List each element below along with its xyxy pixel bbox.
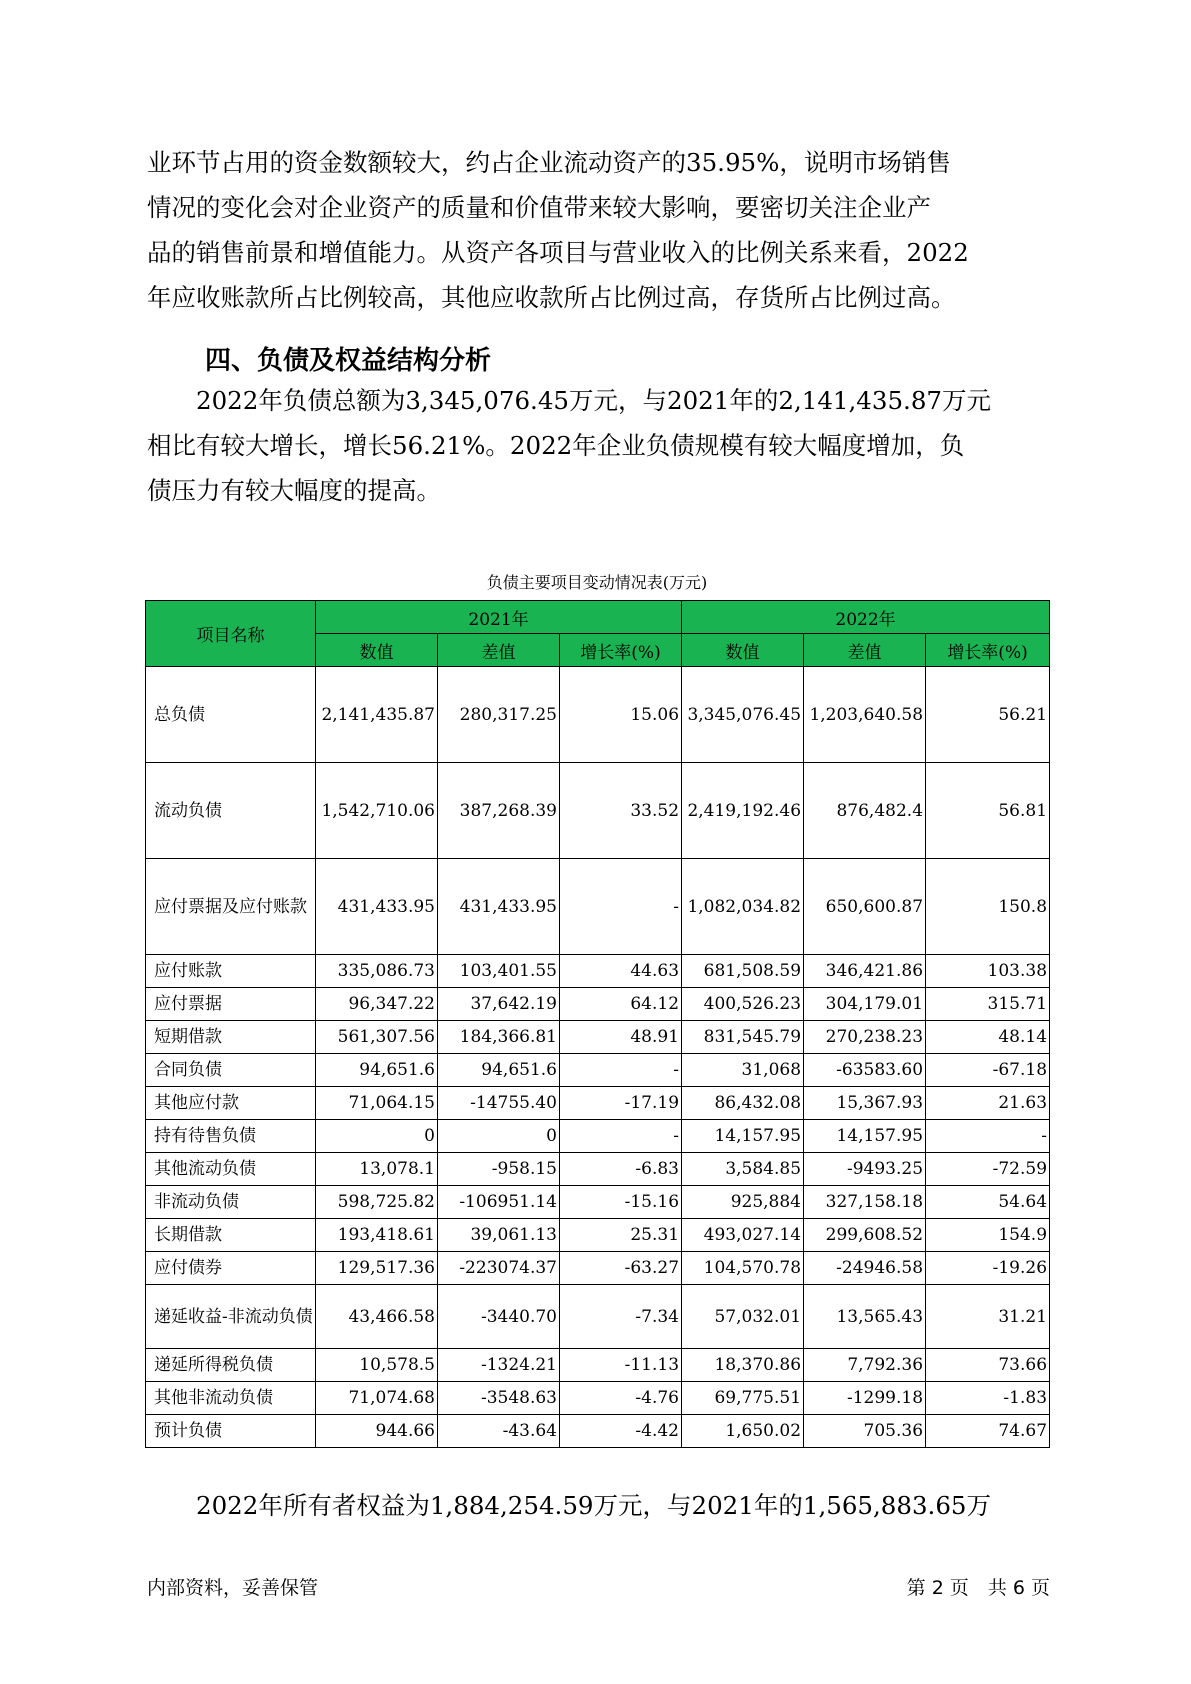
row-value-cell: 1,542,710.06 <box>316 763 438 859</box>
header-value-2021: 数值 <box>316 634 438 667</box>
row-value-cell: 1,203,640.58 <box>804 667 926 763</box>
row-value-cell: -106951.14 <box>438 1186 560 1219</box>
row-item-name: 总负债 <box>146 667 316 763</box>
row-item-name: 预计负债 <box>146 1415 316 1448</box>
row-value-cell: 57,032.01 <box>682 1285 804 1349</box>
row-value-cell: 69,775.51 <box>682 1382 804 1415</box>
header-diff-2021: 差值 <box>438 634 560 667</box>
row-value-cell: 48.14 <box>926 1021 1050 1054</box>
row-value-cell: 129,517.36 <box>316 1252 438 1285</box>
table-row <box>146 667 1050 763</box>
row-value-cell: - <box>560 859 682 955</box>
row-value-cell: 10,578.5 <box>316 1349 438 1382</box>
row-value-cell: 0 <box>438 1120 560 1153</box>
header-rate-2021: 增长率(%) <box>560 634 682 667</box>
row-value-cell: 705.36 <box>804 1415 926 1448</box>
table-row <box>146 1120 1050 1153</box>
row-value-cell: 387,268.39 <box>438 763 560 859</box>
table-caption: 负债主要项目变动情况表(万元) <box>486 573 708 592</box>
row-value-cell: 681,508.59 <box>682 955 804 988</box>
row-value-cell: 74.67 <box>926 1415 1050 1448</box>
row-item-name: 持有待售负债 <box>146 1120 316 1153</box>
header-year-2021: 2021年 <box>316 601 682 634</box>
row-value-cell: 561,307.56 <box>316 1021 438 1054</box>
row-value-cell: 493,027.14 <box>682 1219 804 1252</box>
row-value-cell: 431,433.95 <box>316 859 438 955</box>
row-value-cell: 86,432.08 <box>682 1087 804 1120</box>
row-value-cell: -24946.58 <box>804 1252 926 1285</box>
row-item-name: 短期借款 <box>146 1021 316 1054</box>
row-value-cell: 15.06 <box>560 667 682 763</box>
row-value-cell: 44.63 <box>560 955 682 988</box>
row-value-cell: -72.59 <box>926 1153 1050 1186</box>
row-value-cell: 299,608.52 <box>804 1219 926 1252</box>
row-value-cell: 94,651.6 <box>316 1054 438 1087</box>
row-value-cell: -67.18 <box>926 1054 1050 1087</box>
table-row <box>146 763 1050 859</box>
row-value-cell: 944.66 <box>316 1415 438 1448</box>
row-value-cell: 14,157.95 <box>804 1120 926 1153</box>
row-item-name: 递延收益-非流动负债 <box>146 1285 316 1349</box>
row-value-cell: 315.71 <box>926 988 1050 1021</box>
row-value-cell: 25.31 <box>560 1219 682 1252</box>
row-value-cell: -3440.70 <box>438 1285 560 1349</box>
row-value-cell: -43.64 <box>438 1415 560 1448</box>
row-item-name: 其他流动负债 <box>146 1153 316 1186</box>
row-item-name: 递延所得税负债 <box>146 1349 316 1382</box>
row-value-cell: -1.83 <box>926 1382 1050 1415</box>
row-value-cell: 193,418.61 <box>316 1219 438 1252</box>
table-row <box>146 1382 1050 1415</box>
row-value-cell: -11.13 <box>560 1349 682 1382</box>
row-value-cell: 7,792.36 <box>804 1349 926 1382</box>
row-value-cell: 150.8 <box>926 859 1050 955</box>
row-value-cell: -7.34 <box>560 1285 682 1349</box>
row-value-cell: -14755.40 <box>438 1087 560 1120</box>
row-value-cell: 18,370.86 <box>682 1349 804 1382</box>
row-item-name: 应付账款 <box>146 955 316 988</box>
paragraph-line: 2022年所有者权益为1,884,254.59万元，与2021年的1,565,883.65万 <box>147 1491 992 1520</box>
header-value-2022: 数值 <box>682 634 804 667</box>
row-value-cell: 831,545.79 <box>682 1021 804 1054</box>
row-value-cell: 2,419,192.46 <box>682 763 804 859</box>
table-row <box>146 1153 1050 1186</box>
footer-confidential-note: 内部资料，妥善保管 <box>147 1577 319 1599</box>
row-value-cell: 56.81 <box>926 763 1050 859</box>
row-value-cell: 400,526.23 <box>682 988 804 1021</box>
table-row <box>146 1349 1050 1382</box>
row-value-cell: 2,141,435.87 <box>316 667 438 763</box>
row-value-cell: 71,064.15 <box>316 1087 438 1120</box>
row-value-cell: 335,086.73 <box>316 955 438 988</box>
row-value-cell: 270,238.23 <box>804 1021 926 1054</box>
row-value-cell: 94,651.6 <box>438 1054 560 1087</box>
footer-page-number: 第 2 页 共 6 页 <box>906 1577 1050 1599</box>
row-value-cell: -19.26 <box>926 1252 1050 1285</box>
row-value-cell: -6.83 <box>560 1153 682 1186</box>
row-item-name: 长期借款 <box>146 1219 316 1252</box>
row-value-cell: 64.12 <box>560 988 682 1021</box>
row-value-cell: 13,078.1 <box>316 1153 438 1186</box>
paragraph-line: 2022年负债总额为3,345,076.45万元，与2021年的2,141,435.87万元 <box>147 386 992 415</box>
row-value-cell: 104,570.78 <box>682 1252 804 1285</box>
table-row <box>146 1219 1050 1252</box>
row-item-name: 其他非流动负债 <box>146 1382 316 1415</box>
row-value-cell: 56.21 <box>926 667 1050 763</box>
row-value-cell: 15,367.93 <box>804 1087 926 1120</box>
row-value-cell: 3,345,076.45 <box>682 667 804 763</box>
row-value-cell: -1324.21 <box>438 1349 560 1382</box>
row-value-cell: 1,082,034.82 <box>682 859 804 955</box>
section-heading: 四、负债及权益结构分析 <box>205 346 492 376</box>
row-value-cell: -4.76 <box>560 1382 682 1415</box>
header-year-2022: 2022年 <box>682 601 1050 634</box>
row-value-cell: 37,642.19 <box>438 988 560 1021</box>
row-item-name: 应付债券 <box>146 1252 316 1285</box>
row-value-cell: 48.91 <box>560 1021 682 1054</box>
row-value-cell: 431,433.95 <box>438 859 560 955</box>
row-value-cell: 31,068 <box>682 1054 804 1087</box>
row-value-cell: 1,650.02 <box>682 1415 804 1448</box>
row-value-cell: 13,565.43 <box>804 1285 926 1349</box>
paragraph-line: 品的销售前景和增值能力。从资产各项目与营业收入的比例关系来看，2022 <box>147 238 969 267</box>
table-row <box>146 859 1050 955</box>
row-item-name: 应付票据及应付账款 <box>146 859 316 955</box>
row-value-cell: 154.9 <box>926 1219 1050 1252</box>
row-item-name: 流动负债 <box>146 763 316 859</box>
row-value-cell: -63583.60 <box>804 1054 926 1087</box>
row-value-cell: -17.19 <box>560 1087 682 1120</box>
row-value-cell: 103,401.55 <box>438 955 560 988</box>
table-row <box>146 1252 1050 1285</box>
paragraph-line: 年应收账款所占比例较高，其他应收款所占比例过高，存货所占比例过高。 <box>147 283 956 312</box>
row-value-cell: 43,466.58 <box>316 1285 438 1349</box>
row-value-cell: 21.63 <box>926 1087 1050 1120</box>
row-value-cell: 39,061.13 <box>438 1219 560 1252</box>
row-item-name: 非流动负债 <box>146 1186 316 1219</box>
table-row <box>146 1285 1050 1349</box>
header-item-name: 项目名称 <box>146 601 316 667</box>
row-value-cell: 31.21 <box>926 1285 1050 1349</box>
row-value-cell: 3,584.85 <box>682 1153 804 1186</box>
row-value-cell: 280,317.25 <box>438 667 560 763</box>
row-value-cell: -3548.63 <box>438 1382 560 1415</box>
row-item-name: 应付票据 <box>146 988 316 1021</box>
paragraph-line: 业环节占用的资金数额较大，约占企业流动资产的35.95%，说明市场销售 <box>147 148 951 177</box>
row-value-cell: -223074.37 <box>438 1252 560 1285</box>
liability-table <box>145 600 1050 1448</box>
row-value-cell: - <box>560 1054 682 1087</box>
row-value-cell: 54.64 <box>926 1186 1050 1219</box>
row-value-cell: -9493.25 <box>804 1153 926 1186</box>
row-value-cell: 96,347.22 <box>316 988 438 1021</box>
row-value-cell: -4.42 <box>560 1415 682 1448</box>
row-value-cell: 598,725.82 <box>316 1186 438 1219</box>
row-value-cell: 876,482.4 <box>804 763 926 859</box>
paragraph-liability-summary <box>147 378 1047 513</box>
paragraph-equity-summary <box>147 1483 1047 1528</box>
row-value-cell: 103.38 <box>926 955 1050 988</box>
row-value-cell: 925,884 <box>682 1186 804 1219</box>
table-row <box>146 1415 1050 1448</box>
row-item-name: 其他应付款 <box>146 1087 316 1120</box>
paragraph-line: 相比有较大增长，增长56.21%。2022年企业负债规模有较大幅度增加，负 <box>147 431 965 460</box>
table-row <box>146 1054 1050 1087</box>
row-value-cell: 33.52 <box>560 763 682 859</box>
row-value-cell: 346,421.86 <box>804 955 926 988</box>
row-item-name: 合同负债 <box>146 1054 316 1087</box>
row-value-cell: 71,074.68 <box>316 1382 438 1415</box>
row-value-cell: 650,600.87 <box>804 859 926 955</box>
row-value-cell: 0 <box>316 1120 438 1153</box>
table-row <box>146 1186 1050 1219</box>
table-row <box>146 955 1050 988</box>
row-value-cell: 304,179.01 <box>804 988 926 1021</box>
row-value-cell: -63.27 <box>560 1252 682 1285</box>
header-diff-2022: 差值 <box>804 634 926 667</box>
row-value-cell: - <box>560 1120 682 1153</box>
row-value-cell: -1299.18 <box>804 1382 926 1415</box>
table-row <box>146 988 1050 1021</box>
row-value-cell: -958.15 <box>438 1153 560 1186</box>
table-row <box>146 1087 1050 1120</box>
paragraph-asset-analysis <box>147 140 1047 320</box>
row-value-cell: 327,158.18 <box>804 1186 926 1219</box>
row-value-cell: 73.66 <box>926 1349 1050 1382</box>
header-rate-2022: 增长率(%) <box>926 634 1050 667</box>
table-row <box>146 1021 1050 1054</box>
paragraph-line: 债压力有较大幅度的提高。 <box>147 476 441 505</box>
row-value-cell: - <box>926 1120 1050 1153</box>
paragraph-line: 情况的变化会对企业资产的质量和价值带来较大影响，要密切关注企业产 <box>147 193 931 222</box>
row-value-cell: 184,366.81 <box>438 1021 560 1054</box>
row-value-cell: 14,157.95 <box>682 1120 804 1153</box>
row-value-cell: -15.16 <box>560 1186 682 1219</box>
